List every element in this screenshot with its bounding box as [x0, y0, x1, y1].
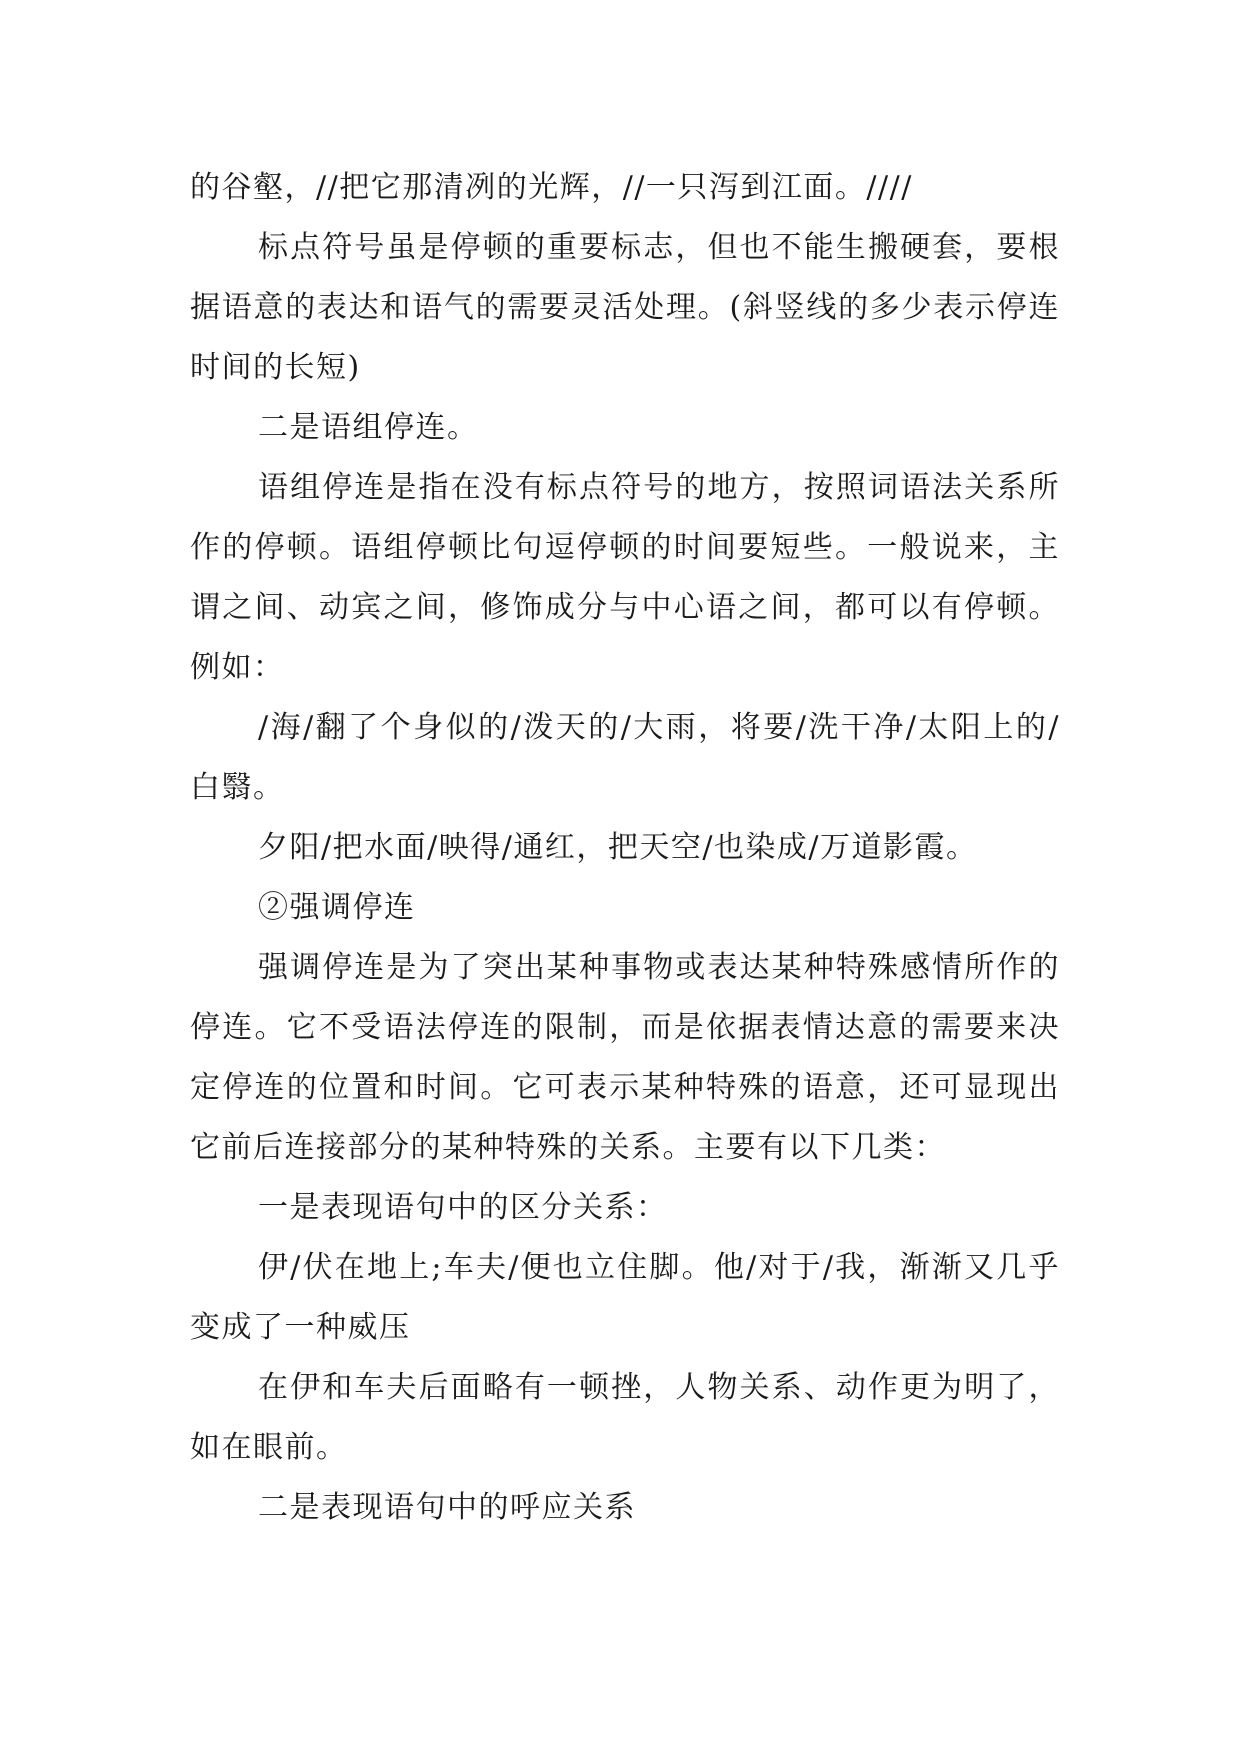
- document-body: [190, 158, 1060, 1538]
- paragraph-10: 伊/伏在地上;车夫/便也立住脚。他/对于/我，渐渐又几乎变成了一种威压: [190, 1250, 1060, 1345]
- paragraph-9: 一是表现语句中的区分关系：: [258, 1190, 668, 1225]
- paragraph-1: 的谷壑，//把它那清冽的光辉，//一只泻到江面。////: [190, 170, 913, 205]
- section-heading-emphasis-pause: ②强调停连: [258, 890, 416, 925]
- paragraph-2: 标点符号虽是停顿的重要标志，但也不能生搬硬套，要根据语意的表达和语气的需要灵活处理。(斜竖线的多少表示停连时间的长短): [190, 230, 1060, 385]
- paragraph-6: 夕阳/把水面/映得/通红，把天空/也染成/万道影霞。: [258, 830, 978, 865]
- paragraph-4: 语组停连是指在没有标点符号的地方，按照词语法关系所作的停顿。语组停顿比句逗停顿的时间要短些。一般说来，主谓之间、动宾之间，修饰成分与中心语之间，都可以有停顿。例如：: [190, 470, 1060, 685]
- paragraph-8: 强调停连是为了突出某种事物或表达某种特殊感情所作的停连。它不受语法停连的限制，而是依据表情达意的需要来决定停连的位置和时间。它可表示某种特殊的语意，还可显现出它前后连接部分的某种特殊的关系。主要有以下几类：: [190, 950, 1060, 1165]
- paragraph-12: 二是表现语句中的呼应关系: [258, 1490, 636, 1525]
- paragraph-3: 二是语组停连。: [258, 410, 479, 445]
- paragraph-5: /海/翻了个身似的/泼天的/大雨，将要/洗干净/太阳上的/白翳。: [190, 710, 1060, 805]
- paragraph-11: 在伊和车夫后面略有一顿挫，人物关系、动作更为明了，如在眼前。: [190, 1370, 1060, 1465]
